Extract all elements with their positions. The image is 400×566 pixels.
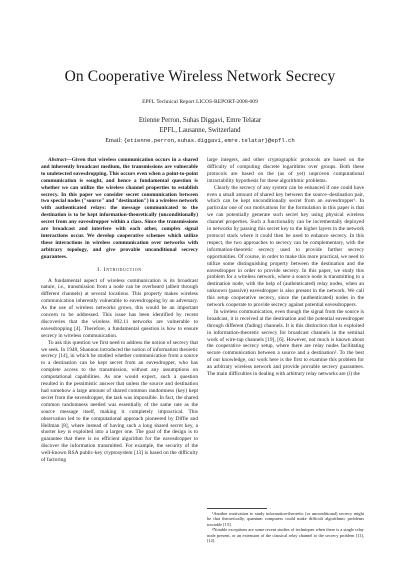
- right-paragraph-1: large integers, and other cryptographic protocols are based on the difficulty of computing discrete logarithms over groups. Both these protocols are based on the (as of yet) unproven computational intractability hypothesis for these algorithmic problems.: [207, 157, 364, 184]
- author-list: Etienne Perron, Suhas Diggavi, Emre Telatar: [138, 117, 262, 124]
- paper-title: On Cooperative Wireless Network Secrecy: [64, 68, 336, 85]
- footnote-rule: [207, 508, 267, 509]
- intro-paragraph-1: A fundamental aspect of wireless communication is its broadcast nature, i.e., transmission from a node can be overheard (albeit through different channels) at several locations. This property makes wireless communication inherently vulnerable to eavesdropping by an adversary. As the use of wireless networks grows, this would be an important concern to be addressed. This issue has been identified by recent discoveries that the wireless 802.11 networks are vulnerable to eavesdropping [4]. Therefore, a fundamental question is how to ensure secrecy in wireless communication.: [41, 277, 198, 339]
- section-heading-introduction: I. Introduction: [97, 266, 142, 273]
- footnote-2: ²Notable exceptions are some recent studies of techniques when there is a single relay node present, or an extension of the classical relay channel to the secrecy problem [11], [12].: [207, 527, 364, 544]
- abstract-text: —Given that wireless communication occurs in a shared and inherently broadcast medium, the transmissions are vulnerable to undetected eavesdropping. This occurs even when a point-to-point communication is sought, and hence a fundamental question is whether we can utilize the wireless channel properties to establish secrecy. In this paper we consider secret communication between two special nodes ("source" and "destination") in a wireless network with authenticated relays: the message communicated to the destination is to be kept information-theoretically (unconditionally) secret from any eavesdropper within a class. Since the transmissions are broadcast and interfere with each other, complex signal interactions occur. We develop cooperative schemes which utilize these interactions in wireless communication over networks with arbitrary topology, and give provable unconditional secrecy guarantees.: [41, 157, 198, 260]
- email-address: {etienne.perron,suhas.diggavi,emre.telatar}@epfl.ch: [123, 137, 295, 144]
- email-label: Email:: [105, 137, 122, 144]
- report-number: EPFL Technical Report LICOS-REPORT-2008-009: [142, 99, 258, 105]
- abstract-label: Abstract: [48, 157, 67, 163]
- intro-paragraph-2: To ask this question we first need to address the notion of secrecy that we seek. In 1948, Shannon introduced the notion of information theoretic secrecy [14], in which he studied whether communication from a source to a destination can be kept secret from an eavesdropper, who has complete access to the transmission, without any assumptions on computational capabilities. As one would expect, such a question resulted in the pessimistic answer that unless the source and destination had somehow a large amount of shared common randomness (key) kept secret from the eavesdropper, the task was impossible. In fact, the shared common randomness needed was essentially of the same rate as the source message itself, making it completely impractical. This observation led to the computational approach pioneered by Diffie and Hellman [8], where instead of having such a long shared secret key, a shorter key is exploited into a larger one. The goal of the design is to guarantee that there is no efficient algorithm for the eavesdropper to discover the information transmitted. For example, the security of the well-known RSA public-key cryptosystem [13] is based on the difficulty of factoring: [41, 339, 198, 464]
- abstract: [41, 157, 198, 261]
- affiliation: EPFL, Lausanne, Switzerland: [159, 127, 241, 134]
- right-paragraph-2: Clearly the secrecy of any system can be enhanced if one could have even a small amount of shared key between the source–destination pair, which can be kept unconditionally secret from an eavesdropper¹. In particular one of our motivations for the formulation in this paper is that we can potentially generate such secret key using physical wireless channel properties. Such a functionality can be incrementally deployed in networks by passing this secret key to the higher layers in the network protocol stack where it could then be used to enhance secrecy. In this respect, the two approaches to secrecy can be complementary, with the information-theoretic secrecy used to provide further secrecy opportunities. Of course, in order to make this more practical, we need to utilize some distinguishing property between the destination and the eavesdropper in order to provide secrecy. In this paper, we study this problem for a wireless network, where a source node is transmitting to a destination node, with the help of (authenticated) relay nodes, when an unknown (passive) eavesdropper is also present in the network. We call this setup cooperative secrecy, since the (authenticated) nodes in the network cooperate to provide secrecy against potential eavesdroppers.: [207, 184, 364, 309]
- right-paragraph-3: In wireless communication, even though the signal from the source is broadcast, it is received at the destination and the potential eavesdropper through different (fading) channels. It is this distinction that is exploited in information-theoretic secrecy for broadcast channels in the seminal work of wire-tap channels [19], [6]. However, not much is known about the cooperative secrecy setup, where there are relay nodes facilitating secure communication between a source and a destination². To the best of our knowledge, our work here is the first to examine this problem for an arbitrary wireless network and provide provable secrecy guarantees. The main difficulties in dealing with arbitrary relay networks are (i) the: [207, 308, 364, 378]
- footnotes: [207, 508, 364, 543]
- right-column: [207, 157, 364, 503]
- left-column: [41, 157, 198, 549]
- footnote-1: ¹Another motivation to study information-theoretic (or unconditional) secrecy might be that theoretically, quantum computers could make difficult algorithmic problems tractable [15].: [207, 511, 364, 527]
- email-line: [0, 137, 400, 144]
